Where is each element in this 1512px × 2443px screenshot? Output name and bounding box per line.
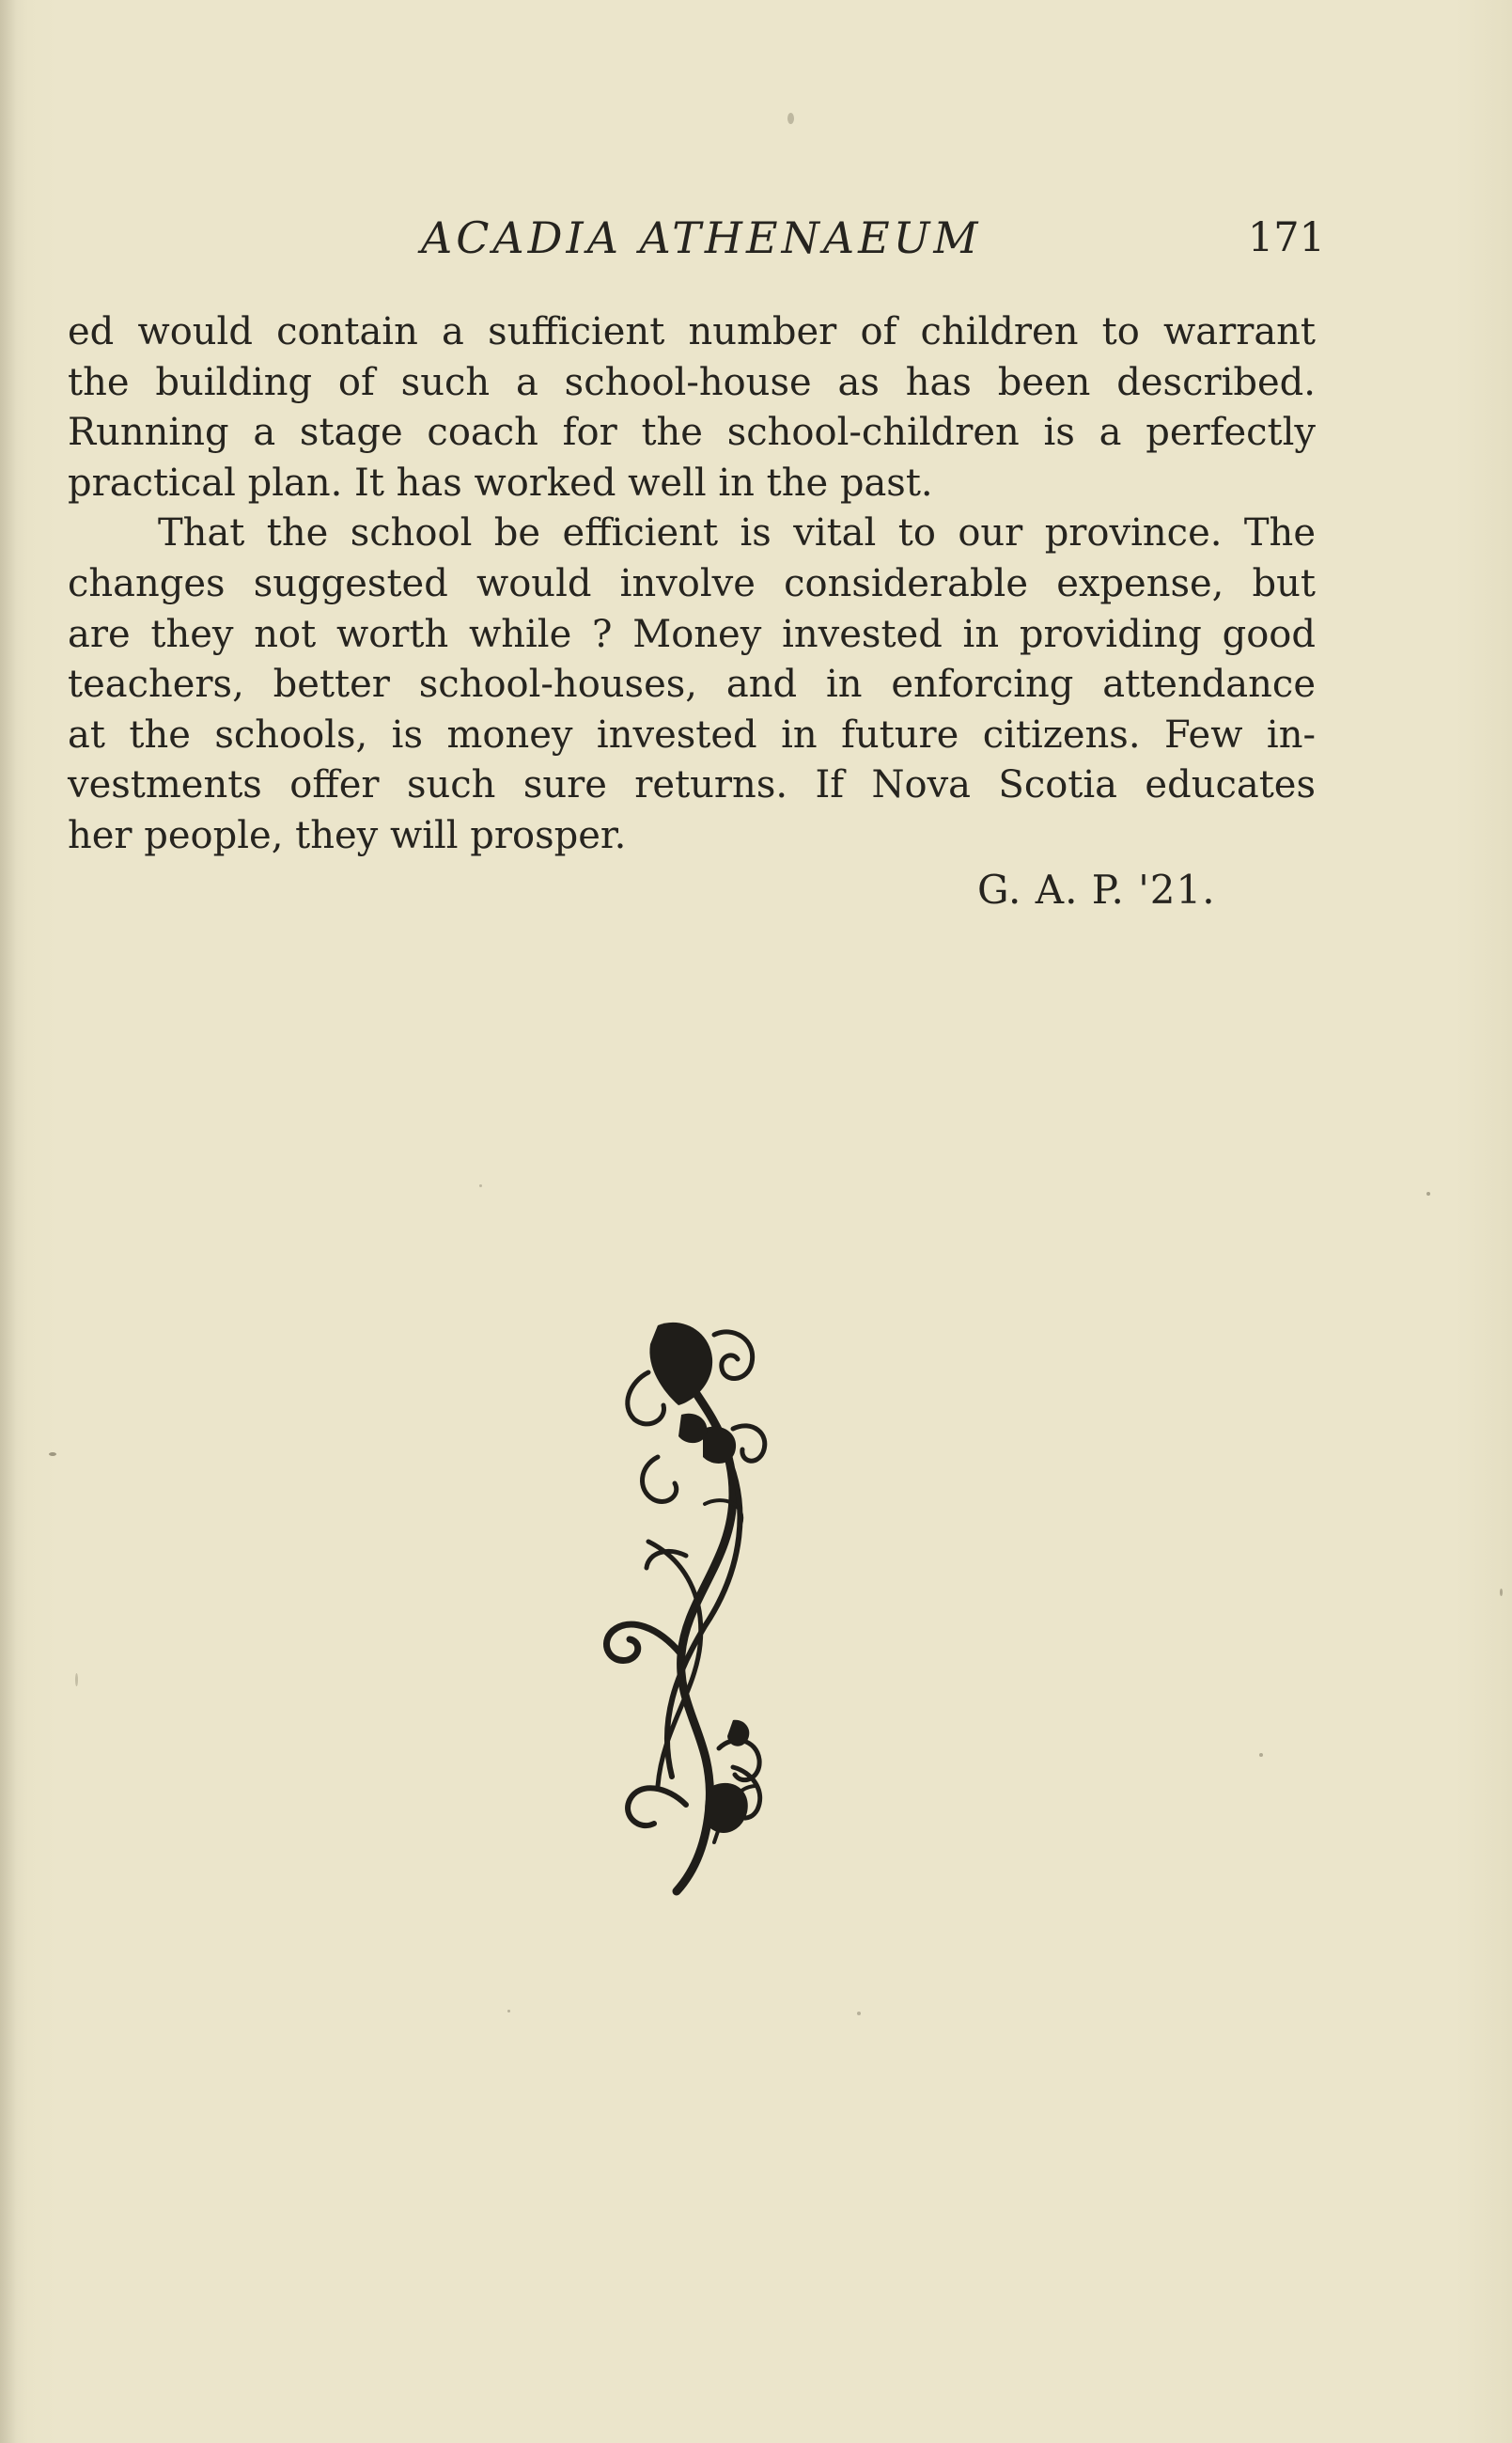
paragraph-first-line: That the school be efficient is vital to our province. The [158,511,1316,556]
text-line: are they not worth while ? Money invested in providing good [68,612,1316,656]
text-line: her people, they will prosper. [68,813,627,857]
page-number: 171 [1247,214,1325,261]
paper-speck [49,1452,56,1456]
text-line: vestments offer such sure returns. If Nova Scotia educates [68,763,1316,807]
text-line: ed would contain a sufficient number of children to warrant [68,310,1316,353]
paper-speck [857,2012,861,2015]
text-line: teachers, better school-houses, and in enforcing attendance [68,663,1316,707]
paper-speck [507,2010,510,2012]
paper-speck [75,1673,78,1686]
text-line: changes suggested would involve considerable expense, but [68,561,1316,605]
page-gutter-shadow [0,0,17,2443]
paper-speck [1259,1753,1263,1757]
author-signature: G. A. P. '21. [977,867,1216,913]
paper-speck [1500,1589,1503,1596]
paper-speck [479,1184,482,1187]
text-line: at the schools, is money invested in future citizens. Few in- [68,713,1316,757]
text-line: Running a stage coach for the school-children is a perfectly [68,411,1316,455]
floral-vine-ornament-icon [592,1316,789,1899]
running-head [66,212,1325,269]
article-text [68,307,1316,862]
text-line: practical plan. It has worked well in the past. [68,461,933,505]
text-line: the building of such a school-house as has been described. [68,360,1316,404]
running-title: ACADIA ATHENAEUM [421,212,982,263]
paper-speck [787,113,794,124]
paper-speck [1426,1192,1430,1196]
